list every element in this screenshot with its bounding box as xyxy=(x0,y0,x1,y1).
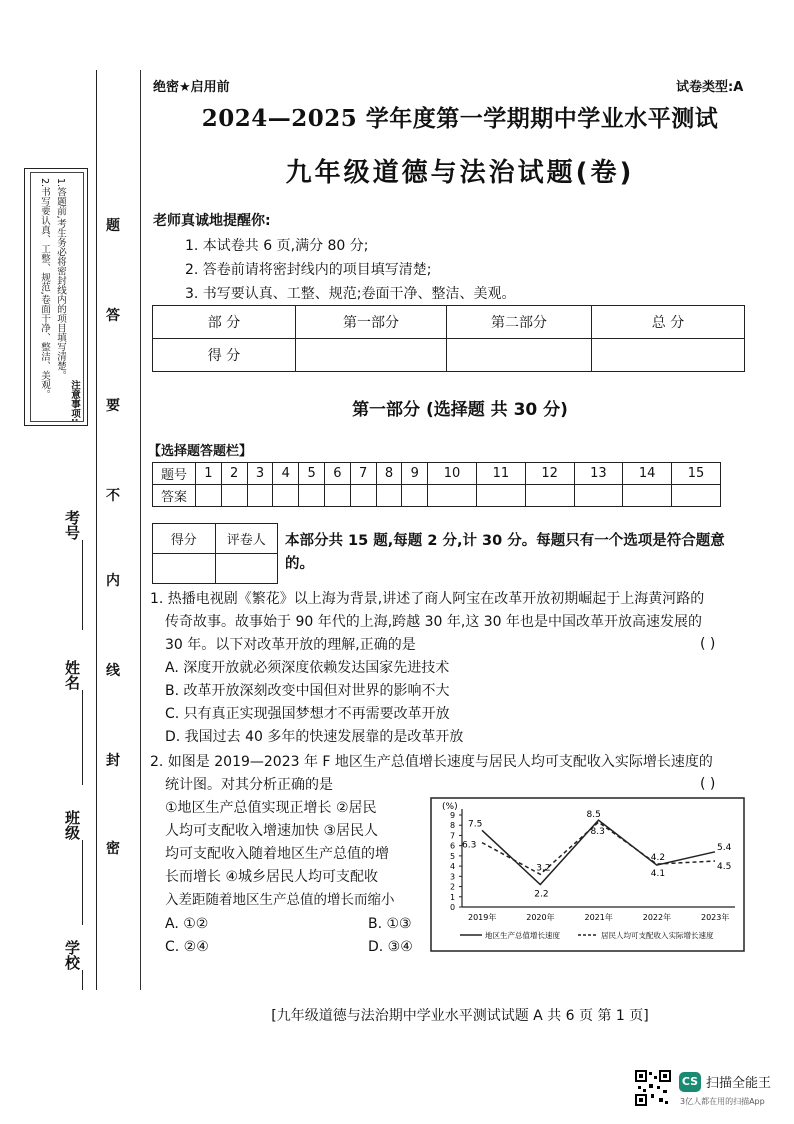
q1-option-d[interactable]: D. 我国过去 40 多年的快速发展靠的是改革开放 xyxy=(165,729,464,745)
answer-cell-6[interactable] xyxy=(324,485,350,507)
paper-type: 试卷类型:A xyxy=(676,80,744,95)
reminder-item-1: 1. 本试卷共 6 页,满分 80 分; xyxy=(185,238,369,254)
y-tick-5: 5 xyxy=(450,851,456,861)
question-number-4: 4 xyxy=(273,463,299,485)
question-number-12: 12 xyxy=(525,463,574,485)
data-label-10: 4.5 xyxy=(717,862,732,872)
q2-statement-3: 均可支配收入随着地区生产总值的增 xyxy=(165,846,389,862)
answer-cell-3[interactable] xyxy=(247,485,273,507)
notice-title: 注意事项: xyxy=(69,380,80,422)
data-label-7: 4.2 xyxy=(650,853,666,864)
question-number-1: 1 xyxy=(196,463,222,485)
q2-statement-4: 长而增长 ④城乡居民人均可支配收 xyxy=(165,869,379,885)
score-header-part1: 第一部分 xyxy=(296,306,447,339)
x-tick-1: 2020年 xyxy=(526,913,555,922)
score-cell-part2[interactable] xyxy=(447,339,592,372)
grade-cell-grader[interactable] xyxy=(215,554,278,584)
field-banji-line[interactable] xyxy=(82,840,83,925)
exam-subtitle: 九年级道德与法治试题(卷) xyxy=(285,158,635,188)
q2-option-c[interactable]: C. ②④ xyxy=(165,939,209,955)
answer-cell-7[interactable] xyxy=(350,485,376,507)
part1-title: 第一部分 (选择题 共 30 分) xyxy=(352,400,568,420)
field-xuexiao: 学校 xyxy=(63,940,81,970)
seal-char-bu: 不 xyxy=(106,488,120,504)
seal-char-ti: 题 xyxy=(106,218,120,234)
x-tick-4: 2023年 xyxy=(701,913,730,922)
field-kaohao: 考号 xyxy=(63,510,81,540)
q2-statement-2: 人均可支配收入增速加快 ③居民人 xyxy=(165,823,379,839)
data-label-2: 6.3 xyxy=(462,840,477,851)
exam-title: 2024—2025 学年度第一学期期中学业水平测试 xyxy=(201,105,719,132)
answer-row-num-label: 题号 xyxy=(153,463,196,485)
y-tick-1: 1 xyxy=(450,892,456,902)
q2-option-b[interactable]: B. ①③ xyxy=(368,916,412,932)
answer-cell-14[interactable] xyxy=(623,485,672,507)
answer-cell-13[interactable] xyxy=(574,485,623,507)
grade-header-grader: 评卷人 xyxy=(215,524,278,554)
seal-char-yao: 要 xyxy=(106,398,120,414)
question-number-3: 3 xyxy=(247,463,273,485)
y-tick-9: 9 xyxy=(450,811,456,820)
reminder-title: 老师真诚地提醒你: xyxy=(153,213,271,229)
q2-stem-1: 2. 如图是 2019—2023 年 F 地区生产总值增长速度与居民人均可支配收入实际增长速度的 xyxy=(150,754,713,770)
y-tick-3: 3 xyxy=(450,872,456,882)
question-number-7: 7 xyxy=(350,463,376,485)
y-tick-4: 4 xyxy=(450,862,456,872)
q1-stem-1: 1. 热播电视剧《繁花》以上海为背景,讲述了商人阿宝在改革开放初期崛起于上海黄河路的 xyxy=(150,591,705,607)
q2-answer-paren[interactable]: ( ) xyxy=(700,776,716,792)
x-tick-2: 2021年 xyxy=(584,913,613,922)
answer-cell-1[interactable] xyxy=(196,485,222,507)
data-label-1: 7.5 xyxy=(468,819,483,830)
part1-instruction: 本部分共 15 题,每题 2 分,计 30 分。每题只有一个选项是符合题意的。 xyxy=(285,533,725,572)
q2-statement-1: ①地区生产总值实现正增长 ②居民 xyxy=(165,800,377,816)
answer-cell-12[interactable] xyxy=(525,485,574,507)
question-number-9: 9 xyxy=(402,463,428,485)
question-number-2: 2 xyxy=(221,463,247,485)
question-number-10: 10 xyxy=(428,463,477,485)
q1-option-c[interactable]: C. 只有真正实现强国梦想才不再需要改革开放 xyxy=(165,706,450,722)
q1-answer-paren[interactable]: ( ) xyxy=(700,636,716,652)
page-footer: [九年级道德与法治期中学业水平测试试题 A 共 6 页 第 1 页] xyxy=(271,1008,649,1024)
y-tick-7: 7 xyxy=(450,831,456,841)
field-xingming-line[interactable] xyxy=(82,690,83,785)
legend-dashed-label: 居民人均可支配收入实际增长速度 xyxy=(601,931,714,940)
notice-item-2: 2.书写要认真、工整、规范,卷面干净、整洁、美观。 xyxy=(39,178,50,400)
field-banji: 班级 xyxy=(63,810,81,840)
score-header-part: 部 分 xyxy=(153,306,296,339)
question-number-15: 15 xyxy=(672,463,721,485)
y-axis-label: (%) xyxy=(442,802,458,812)
answer-cell-10[interactable] xyxy=(428,485,477,507)
seal-char-da: 答 xyxy=(106,308,120,324)
field-xingming: 姓名 xyxy=(63,660,81,690)
score-cell-total[interactable] xyxy=(592,339,745,372)
growth-chart xyxy=(430,797,745,952)
y-tick-2: 2 xyxy=(450,882,456,892)
data-label-3: 3.2 xyxy=(536,863,551,874)
grade-header-score: 得分 xyxy=(153,524,216,554)
secret-label: 绝密★启用前 xyxy=(153,80,230,95)
score-cell-part1[interactable] xyxy=(296,339,447,372)
answer-cell-8[interactable] xyxy=(376,485,402,507)
answer-cell-15[interactable] xyxy=(672,485,721,507)
q1-stem-3: 30 年。以下对改革开放的理解,正确的是 xyxy=(165,637,416,653)
answer-cell-11[interactable] xyxy=(476,485,525,507)
x-tick-0: 2019年 xyxy=(468,913,497,922)
q2-option-a[interactable]: A. ①② xyxy=(165,916,209,932)
score-header-total: 总 分 xyxy=(592,306,745,339)
question-number-14: 14 xyxy=(623,463,672,485)
reminder-item-3: 3. 书写要认真、工整、规范;卷面干净、整洁、美观。 xyxy=(185,286,516,302)
answer-cell-4[interactable] xyxy=(273,485,299,507)
reminder-item-2: 2. 答卷前请将密封线内的项目填写清楚; xyxy=(185,262,432,278)
seal-line-inner xyxy=(140,70,141,990)
question-number-6: 6 xyxy=(324,463,350,485)
camscanner-logo-icon: CS xyxy=(679,1072,701,1092)
q1-option-a[interactable]: A. 深度开放就必须深度依赖发达国家先进技术 xyxy=(165,660,450,676)
grade-cell-score[interactable] xyxy=(153,554,216,584)
q2-statement-5: 入差距随着地区生产总值的增长而缩小 xyxy=(165,892,395,908)
data-label-8: 4.1 xyxy=(650,869,666,880)
data-label-4: 2.2 xyxy=(534,889,549,900)
q2-option-d[interactable]: D. ③④ xyxy=(368,939,413,955)
answer-bar-label: 【选择题答题栏】 xyxy=(148,444,253,459)
score-row-label: 得 分 xyxy=(153,339,296,372)
camscanner-name: 扫描全能王 xyxy=(706,1076,772,1091)
qr-code-icon xyxy=(635,1070,671,1106)
score-header-part2: 第二部分 xyxy=(447,306,592,339)
y-tick-6: 6 xyxy=(450,841,456,851)
seal-line-outer xyxy=(96,70,97,990)
seal-char-xian: 线 xyxy=(106,663,120,679)
y-tick-0: 0 xyxy=(450,903,456,912)
data-label-5: 8.5 xyxy=(586,810,601,821)
q1-stem-2: 传奇故事。故事始于 90 年代的上海,跨越 30 年,这 30 年也是中国改革开放高速发展的 xyxy=(165,614,703,630)
q1-option-b[interactable]: B. 改革开放深刻改变中国但对世界的影响不大 xyxy=(165,683,450,699)
answer-table xyxy=(152,462,721,507)
data-label-9: 5.4 xyxy=(717,842,732,853)
camscanner-tagline: 3亿人都在用的扫描App xyxy=(680,1097,765,1106)
score-table xyxy=(152,305,745,372)
seal-char-feng: 封 xyxy=(106,753,120,769)
answer-cell-5[interactable] xyxy=(299,485,325,507)
question-number-8: 8 xyxy=(376,463,402,485)
x-tick-3: 2022年 xyxy=(642,913,672,922)
question-number-11: 11 xyxy=(476,463,525,485)
answer-row-ans-label: 答案 xyxy=(153,485,196,507)
notice-item-1: 1.答题前,考生务必将密封线内的项目填写清楚。 xyxy=(55,178,66,381)
answer-cell-2[interactable] xyxy=(221,485,247,507)
q2-stem-2: 统计图。对其分析正确的是 xyxy=(165,777,333,793)
legend-solid-label: 地区生产总值增长速度 xyxy=(485,931,560,940)
answer-cell-9[interactable] xyxy=(402,485,428,507)
question-number-13: 13 xyxy=(574,463,623,485)
grade-table xyxy=(152,523,278,584)
seal-char-nei: 内 xyxy=(106,573,120,589)
field-kaohao-line[interactable] xyxy=(82,540,83,630)
seal-char-mi: 密 xyxy=(106,841,120,857)
question-number-5: 5 xyxy=(299,463,325,485)
data-label-6: 8.3 xyxy=(590,827,605,838)
y-tick-8: 8 xyxy=(450,821,456,831)
field-xuexiao-line[interactable] xyxy=(82,970,83,990)
